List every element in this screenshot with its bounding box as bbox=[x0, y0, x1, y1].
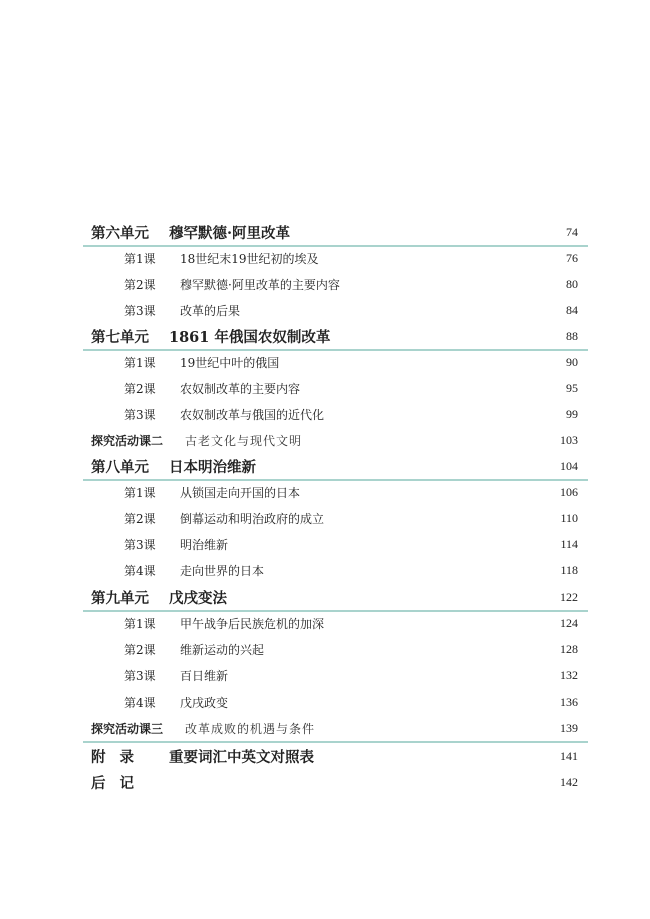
toc-entry-unit[interactable] bbox=[83, 453, 588, 481]
toc-entry-label: 第八单元 bbox=[91, 458, 149, 476]
toc-entry-lesson[interactable] bbox=[83, 689, 588, 715]
toc-entry-label: 第六单元 bbox=[91, 224, 149, 242]
toc-entry-page: 80 bbox=[566, 276, 578, 291]
toc-entry-lesson[interactable] bbox=[83, 610, 588, 636]
toc-entry-page: 124 bbox=[560, 615, 578, 630]
toc-entry-label: 第1课 bbox=[124, 485, 156, 500]
toc-entry-title: 日本明治维新 bbox=[169, 458, 256, 476]
toc-entry-label: 第1课 bbox=[124, 251, 156, 266]
toc-entry-label: 后记 bbox=[91, 774, 148, 792]
toc-entry-lesson[interactable] bbox=[83, 636, 588, 662]
toc-entry-label: 第3课 bbox=[124, 303, 156, 318]
toc-entry-unit[interactable] bbox=[83, 219, 588, 247]
toc-entry-lesson[interactable] bbox=[83, 349, 588, 375]
toc-entry-label: 第2课 bbox=[124, 511, 156, 526]
toc-entry-page: 118 bbox=[560, 562, 578, 577]
toc-entry-page: 104 bbox=[560, 458, 578, 473]
toc-entry-lesson[interactable] bbox=[83, 271, 588, 297]
toc-entry-title: 明治维新 bbox=[180, 537, 229, 552]
toc-entry-title: 穆罕默德·阿里改革 bbox=[169, 224, 291, 242]
toc-entry-title: 18世纪末19世纪初的埃及 bbox=[180, 251, 319, 266]
toc-entry-title: 维新运动的兴起 bbox=[180, 642, 265, 657]
toc-entry-title: 走向世界的日本 bbox=[180, 563, 265, 578]
toc-entry-label: 探究活动课二 bbox=[91, 433, 164, 448]
toc-entry-label: 第2课 bbox=[124, 642, 156, 657]
toc-entry-lesson[interactable] bbox=[83, 297, 588, 323]
toc-entry-page: 139 bbox=[560, 720, 578, 735]
toc-entry-page: 103 bbox=[560, 432, 578, 447]
toc-entry-title: 19世纪中叶的俄国 bbox=[180, 355, 280, 370]
toc-entry-label: 第1课 bbox=[124, 616, 156, 631]
toc-entry-page: 114 bbox=[560, 536, 578, 551]
toc-entry-title: 改革的后果 bbox=[180, 303, 241, 318]
toc-entry-unit[interactable] bbox=[83, 584, 588, 612]
toc-entry-lesson[interactable] bbox=[83, 505, 588, 531]
toc-entry-act[interactable] bbox=[83, 427, 588, 453]
toc-entry-title: 重要词汇中英文对照表 bbox=[169, 748, 314, 766]
toc-entry-title: 1861 年俄国农奴制改革 bbox=[169, 328, 331, 346]
toc-entry-label: 附录 bbox=[91, 748, 148, 766]
toc-entry-title: 戊戌变法 bbox=[169, 589, 227, 607]
toc-entry-title: 百日维新 bbox=[180, 668, 229, 683]
toc-entry-title: 农奴制改革与俄国的近代化 bbox=[180, 407, 325, 422]
toc-entry-title: 古老文化与现代文明 bbox=[185, 433, 303, 448]
toc-entry-page: 122 bbox=[560, 589, 578, 604]
toc-entry-label: 第1课 bbox=[124, 355, 156, 370]
toc-entry-lesson[interactable] bbox=[83, 401, 588, 427]
toc-entry-lesson[interactable] bbox=[83, 662, 588, 688]
toc-entry-act[interactable] bbox=[83, 715, 588, 743]
toc-entry-page: 110 bbox=[560, 510, 578, 525]
toc-entry-page: 132 bbox=[560, 667, 578, 682]
toc-entry-label: 第3课 bbox=[124, 407, 156, 422]
toc-entry-lesson[interactable] bbox=[83, 245, 588, 271]
toc-entry-page: 95 bbox=[566, 380, 578, 395]
toc-entry-lesson[interactable] bbox=[83, 375, 588, 401]
toc-entry-label: 第3课 bbox=[124, 668, 156, 683]
toc-entry-app[interactable] bbox=[83, 743, 588, 769]
toc-entry-unit[interactable] bbox=[83, 323, 588, 351]
toc-entry-page: 74 bbox=[566, 224, 578, 239]
toc-entry-title: 穆罕默德·阿里改革的主要内容 bbox=[180, 277, 340, 292]
toc-entry-page: 99 bbox=[566, 406, 578, 421]
toc-entry-label: 第4课 bbox=[124, 695, 156, 710]
toc-entry-page: 84 bbox=[566, 302, 578, 317]
toc-entry-label: 第2课 bbox=[124, 277, 156, 292]
toc-entry-title: 农奴制改革的主要内容 bbox=[180, 381, 301, 396]
toc-entry-page: 90 bbox=[566, 354, 578, 369]
toc-entry-page: 136 bbox=[560, 694, 578, 709]
toc-entry-page: 106 bbox=[560, 484, 578, 499]
toc-entry-label: 第九单元 bbox=[91, 589, 149, 607]
toc-entry-lesson[interactable] bbox=[83, 531, 588, 557]
toc-entry-page: 88 bbox=[566, 328, 578, 343]
toc-entry-page: 141 bbox=[560, 748, 578, 763]
toc-entry-page: 142 bbox=[560, 774, 578, 789]
toc-entry-title: 甲午战争后民族危机的加深 bbox=[180, 616, 325, 631]
toc-entry-page: 128 bbox=[560, 641, 578, 656]
toc-entry-title: 戊戌政变 bbox=[180, 695, 229, 710]
toc-entry-label: 第七单元 bbox=[91, 328, 149, 346]
toc-entry-page: 76 bbox=[566, 250, 578, 265]
toc-entry-lesson[interactable] bbox=[83, 557, 588, 583]
toc-entry-title: 从锁国走向开国的日本 bbox=[180, 485, 301, 500]
toc-entry-title: 倒幕运动和明治政府的成立 bbox=[180, 511, 325, 526]
toc-entry-label: 第2课 bbox=[124, 381, 156, 396]
toc-entry-label: 第4课 bbox=[124, 563, 156, 578]
toc-entry-label: 探究活动课三 bbox=[91, 721, 164, 736]
toc-entry-label: 第3课 bbox=[124, 537, 156, 552]
toc-entry-lesson[interactable] bbox=[83, 479, 588, 505]
toc-entry-app[interactable] bbox=[83, 769, 588, 795]
toc-entry-title: 改革成败的机遇与条件 bbox=[185, 721, 316, 736]
